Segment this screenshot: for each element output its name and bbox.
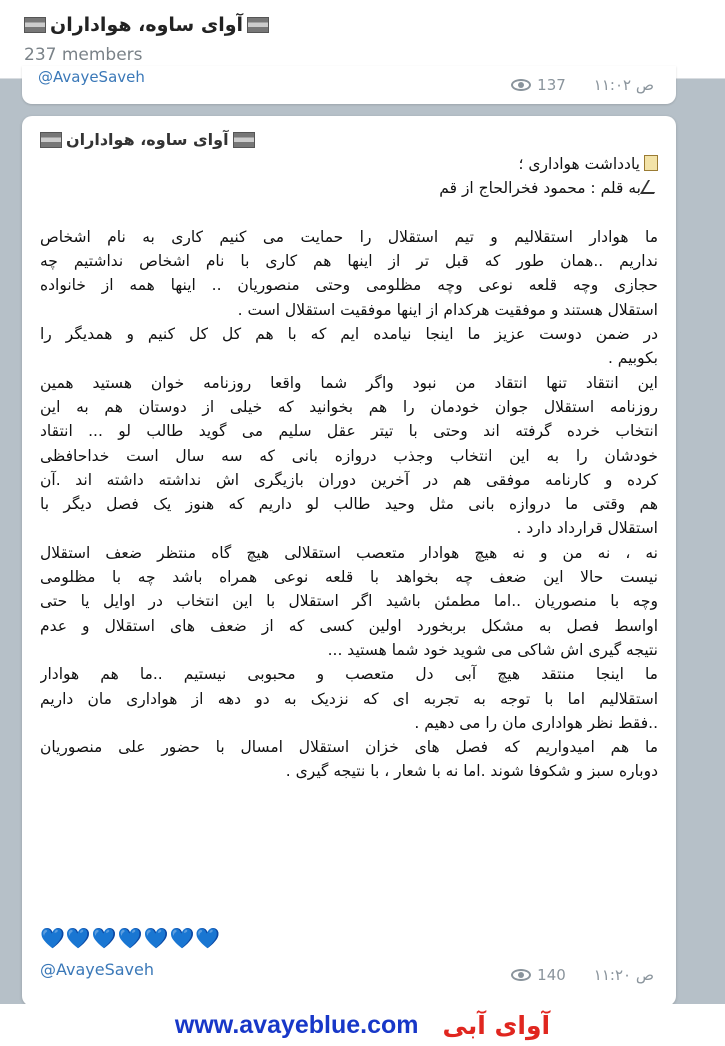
message-line: دوباره سبز و شکوفا شوند .اما نه با شعار ، با نتیجه گیری . — [285, 762, 658, 781]
message-line: انتخاب خرده گرفته اند وحتی با تیتر عقل سلیم می گوید طالب لو ... انتقاد — [40, 422, 658, 441]
view-count: 140 — [537, 966, 566, 984]
message-line: خودشان را به این انتخاب وجذب دروازه بانی که سه سال است خداحافظی — [40, 446, 658, 465]
eye-icon — [511, 79, 531, 91]
message-sender[interactable] — [40, 130, 255, 149]
member-count: 237 members — [24, 45, 143, 65]
message-line: هم وقتی ما دروازه بانی مثل وحید طالب لو داریم که هنوز یک فصل دیگر با — [40, 495, 658, 514]
message-line: اواسط فصل به مشکل بربخورد اولین کسی که از ضعف های استقلال و عدم — [40, 616, 658, 635]
previous-message[interactable] — [22, 66, 676, 104]
message-line: کرده و کارنامه موفقی هم در آخرین دوران بازیگری اش نداشته داشته اند .آن — [40, 470, 658, 489]
message-line: نتیجه گیری اش شاکی می شوید خود شما هستید ... — [327, 640, 658, 659]
message-line: نیست حالا این ضعف چه بخواهد با قلعه نوعی همراه باشد چه با مظلومی — [40, 568, 658, 587]
channel-title-text: آوای ساوه، هواداران — [50, 14, 244, 36]
footer-brand: آوای آبی — [442, 1010, 551, 1040]
pen-icon — [640, 180, 658, 194]
watermark-footer — [0, 1004, 725, 1046]
message-time: ۱۱:۲۰ ص — [593, 966, 654, 984]
view-count: 137 — [537, 76, 566, 94]
newspaper-icon — [40, 132, 62, 148]
previous-message-meta — [511, 76, 654, 94]
message-line: ..فقط نظر هواداری مان را می دهیم . — [414, 713, 658, 732]
message-line: در ضمن دوست عزیز ما اینجا نیامده ایم که با هم کل کل کنیم و همدیگر را — [40, 325, 658, 344]
footer-url: www.avayeblue.com — [174, 1010, 419, 1039]
message-line: ما اینجا منتقد هیچ آبی دل متعصب و محبوبی نیستیم ..ما هم هوادار — [40, 665, 658, 684]
message-line: بکوبیم . — [607, 349, 658, 368]
message-meta — [511, 966, 654, 984]
newspaper-icon — [24, 17, 46, 33]
message-author: به قلم : محمود فخرالحاج از قم — [439, 179, 641, 198]
message-line: حجازی وچه قلعه نوعی وچه مظلومی وحتی منصوریان .. اینها همه از خانواده — [40, 276, 658, 295]
previous-message-handle[interactable]: @AvayeSaveh — [38, 68, 145, 86]
message-line: روزنامه استقلال جوان خودمان را هم بخوانید که خیلی از دوستان هم به این — [40, 397, 658, 416]
message-line: ما هوادار استقلالیم و تیم استقلال را حمایت می کنیم کاری به نام اشخاص — [40, 227, 658, 246]
eye-icon — [511, 969, 531, 981]
memo-icon — [644, 155, 658, 171]
message-time: ۱۱:۰۲ ص — [593, 76, 654, 94]
newspaper-icon — [247, 17, 269, 33]
newspaper-icon — [233, 132, 255, 148]
message-line: نه ، نه من و نه هیچ هوادار متعصب استقلالی هیچ گاه منتظر ضعف استقلال — [40, 543, 658, 562]
message-line: نداریم ..همان طور که قبل تر از اینها هم کاری با نام اشخاص نداشتیم چه — [40, 252, 658, 271]
message-line: وچه با منصوریان ..اما مطمئن باشید اگر استقلال با این انتخاب در اوایل یا حتی — [40, 592, 658, 611]
message-text — [40, 152, 658, 784]
message-line: استقلال قرارداد دارد . — [516, 519, 658, 538]
channel-handle-link[interactable]: @AvayeSaveh — [40, 960, 155, 979]
message-bubble[interactable] — [22, 116, 676, 1006]
message-heading: یادداشت هواداری ؛ — [518, 155, 640, 173]
message-line: استقلال هستند و موفقیت هرکدام از اینها موفقیت استقلال است . — [237, 300, 658, 319]
message-sender-name: آوای ساوه، هواداران — [66, 130, 229, 149]
channel-title[interactable] — [24, 14, 269, 36]
message-line: ما هم امیدواریم که فصل های خزان استقلال امسال با حضور علی منصوریان — [40, 738, 658, 757]
message-line: استقلالیم اما با توجه به تجربه ای که نزدیک به دو دهه از هواداری مان داریم — [40, 689, 658, 708]
blue-hearts-emoji: 💙💙💙💙💙💙💙 — [40, 926, 222, 950]
message-line: این انتقاد تنها انتقاد من نبود واگر شما واقعا روزنامه خوان هستید همین — [40, 373, 658, 392]
